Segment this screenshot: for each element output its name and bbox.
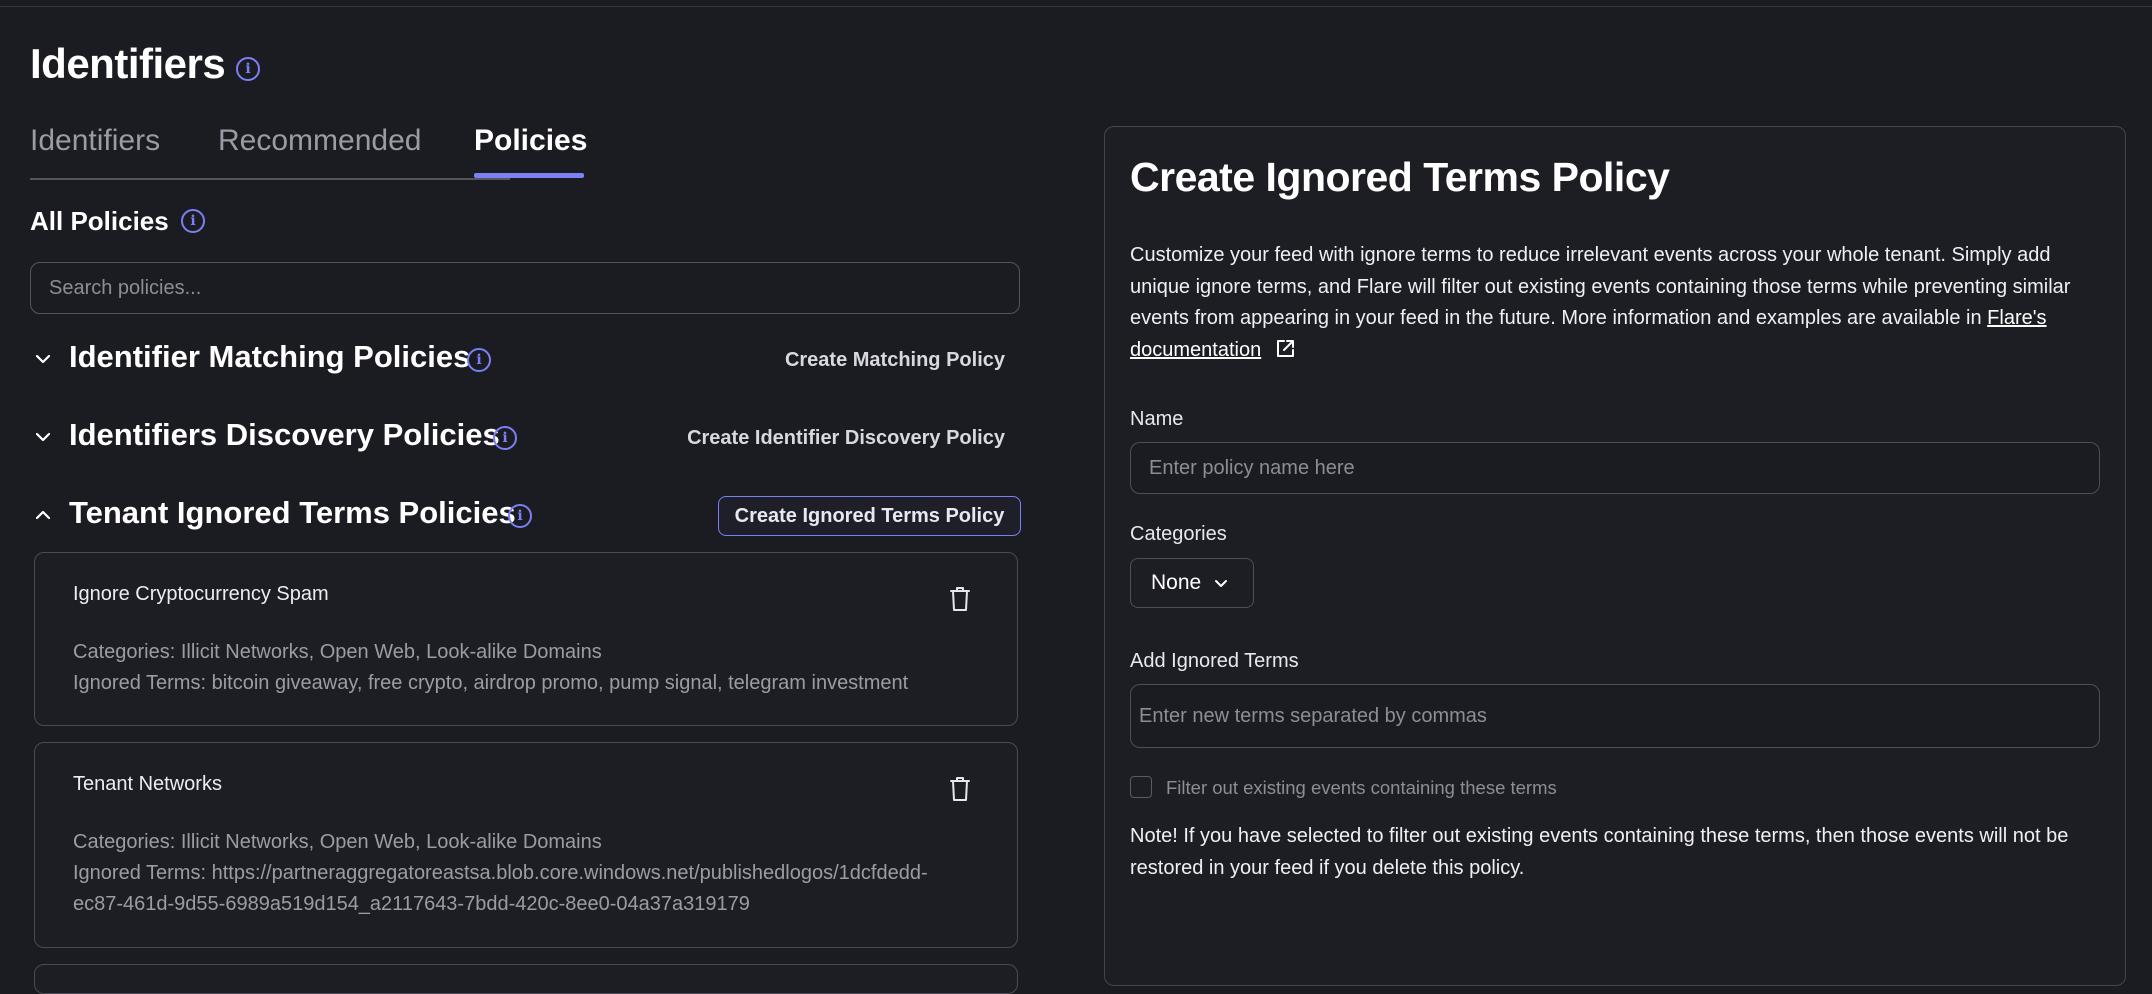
active-tab-indicator	[474, 173, 584, 178]
categories-select[interactable]	[1130, 558, 1254, 608]
categories-label: Categories	[1130, 523, 1227, 545]
categories-value: None	[1151, 571, 1202, 594]
tab-bar	[30, 124, 588, 180]
ignored-terms-input[interactable]	[1130, 684, 2100, 748]
info-icon[interactable]: i	[493, 426, 517, 450]
add-terms-label: Add Ignored Terms	[1130, 650, 1299, 672]
chevron-up-icon[interactable]	[34, 506, 52, 524]
policy-categories: Categories: Illicit Networks, Open Web, Look-alike Domains	[73, 641, 602, 663]
policy-name-input[interactable]	[1130, 442, 2100, 494]
page-title: Identifiers	[30, 40, 226, 87]
tab-identifiers[interactable]: Identifiers	[30, 124, 161, 157]
info-icon[interactable]: i	[467, 348, 491, 372]
info-icon[interactable]: i	[181, 209, 205, 233]
create-discovery-policy-button[interactable]: Create Identifier Discovery Policy	[687, 427, 1005, 449]
description-text: Customize your feed with ignore terms to reduce irrelevant events across your whole tenant. Simply add unique ignore terms, and Flare will filter out existing events containing those terms while preventing similar events from appearing in your feed in the future. More information and examples are available in	[1130, 244, 2071, 329]
policy-card[interactable]	[34, 552, 1018, 726]
filter-existing-label[interactable]: Filter out existing events containing these terms	[1166, 777, 1557, 798]
policy-name: Ignore Cryptocurrency Spam	[73, 583, 329, 605]
tab-policies[interactable]: Policies	[474, 124, 588, 157]
policy-terms: Ignored Terms: https://partneraggregatoreastsa.blob.core.windows.net/publishedlogos/1dcfdedd-	[73, 862, 928, 884]
policy-card[interactable]	[34, 742, 1018, 948]
chevron-down-icon[interactable]	[34, 428, 52, 446]
external-link-icon[interactable]	[1275, 338, 1296, 370]
group-title-discovery[interactable]: Identifiers Discovery Policies	[69, 417, 500, 452]
window-top-border	[0, 0, 2152, 7]
policy-terms: Ignored Terms: bitcoin giveaway, free crypto, airdrop promo, pump signal, telegram investment	[73, 672, 909, 694]
form-description	[1130, 240, 2105, 369]
info-icon[interactable]: i	[508, 504, 532, 528]
info-icon[interactable]: i	[236, 57, 260, 81]
create-matching-policy-button[interactable]: Create Matching Policy	[784, 349, 1005, 371]
policy-card[interactable]	[34, 964, 1018, 994]
group-title-matching[interactable]: Identifier Matching Policies	[69, 339, 471, 374]
form-title: Create Ignored Terms Policy	[1130, 154, 1670, 200]
documentation-link[interactable]: Flare's documentation	[1130, 307, 2047, 361]
filter-existing-checkbox[interactable]	[1130, 776, 1152, 798]
chevron-down-icon	[1213, 575, 1229, 591]
trash-icon[interactable]	[949, 776, 971, 802]
create-ignored-terms-policy-button[interactable]: Create Ignored Terms Policy	[718, 496, 1021, 536]
policy-categories: Categories: Illicit Networks, Open Web, Look-alike Domains	[73, 831, 602, 853]
name-label: Name	[1130, 408, 1184, 430]
tab-recommended[interactable]: Recommended	[218, 124, 422, 157]
all-policies-title: All Policies	[30, 206, 169, 236]
policy-name: Tenant Networks	[73, 773, 222, 795]
group-title-ignored-terms[interactable]: Tenant Ignored Terms Policies	[69, 495, 516, 530]
form-note: Note! If you have selected to filter out existing events containing these terms, then those events will not be restored in your feed if you delete this policy.	[1130, 825, 2069, 879]
trash-icon[interactable]	[949, 586, 971, 612]
chevron-down-icon[interactable]	[34, 350, 52, 368]
policy-terms-continued: ec87-461d-9d55-6989a519d154_a2117643-7bdd-420c-8ee0-04a37a319179	[73, 893, 750, 915]
search-input[interactable]	[30, 262, 1020, 314]
